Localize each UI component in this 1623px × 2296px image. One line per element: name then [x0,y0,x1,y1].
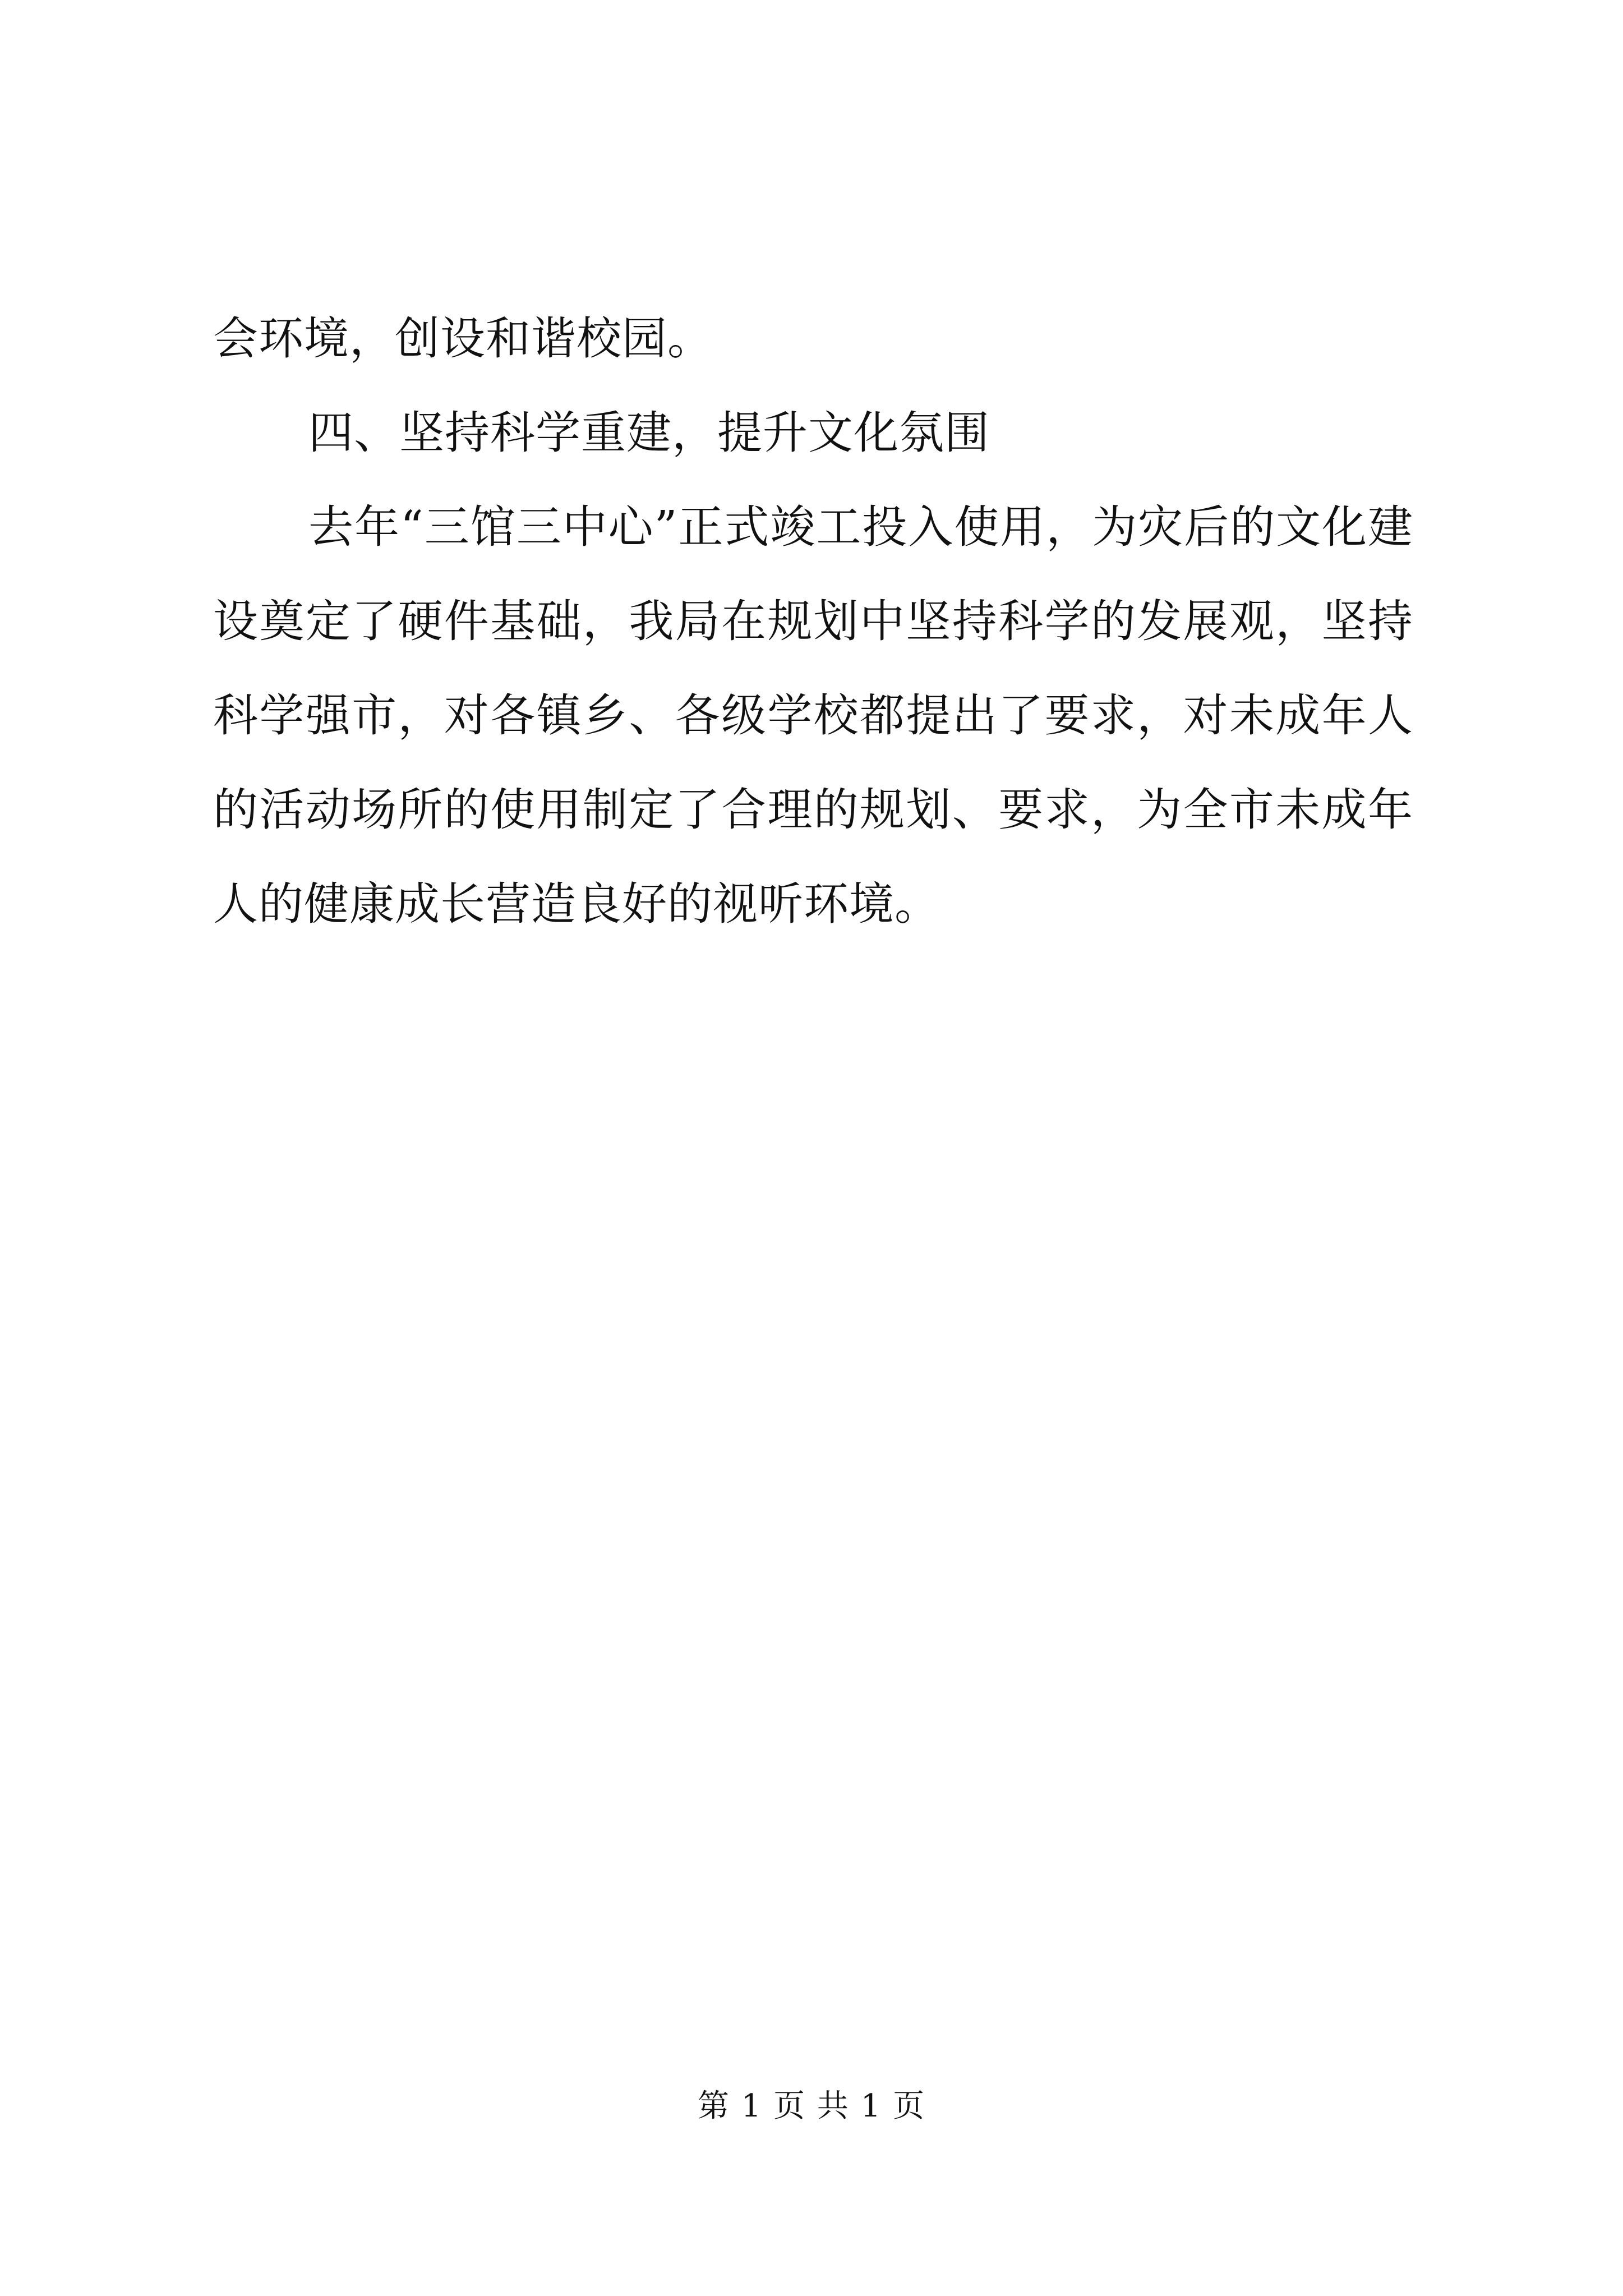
section-heading: 四、坚持科学重建，提升文化氛围 [308,407,990,459]
page-footer: 第 1 页 共 1 页 [697,2088,926,2124]
paragraph-continuation: 会环境，创设和谐校园。 [213,312,713,365]
paragraph-body: 去年“三馆三中心”正式竣工投入使用，为灾后的文化建设奠定了硬件基础，我局在规划中坚持科学的发展观，坚持科学强市，对各镇乡、各级学校都提出了要求，对未成年人的活动场所的使用制定了合理的规划、要求，为全市未成年人的健康成长营造良好的视听环境。 [213,501,1413,930]
document-body [213,292,1413,951]
